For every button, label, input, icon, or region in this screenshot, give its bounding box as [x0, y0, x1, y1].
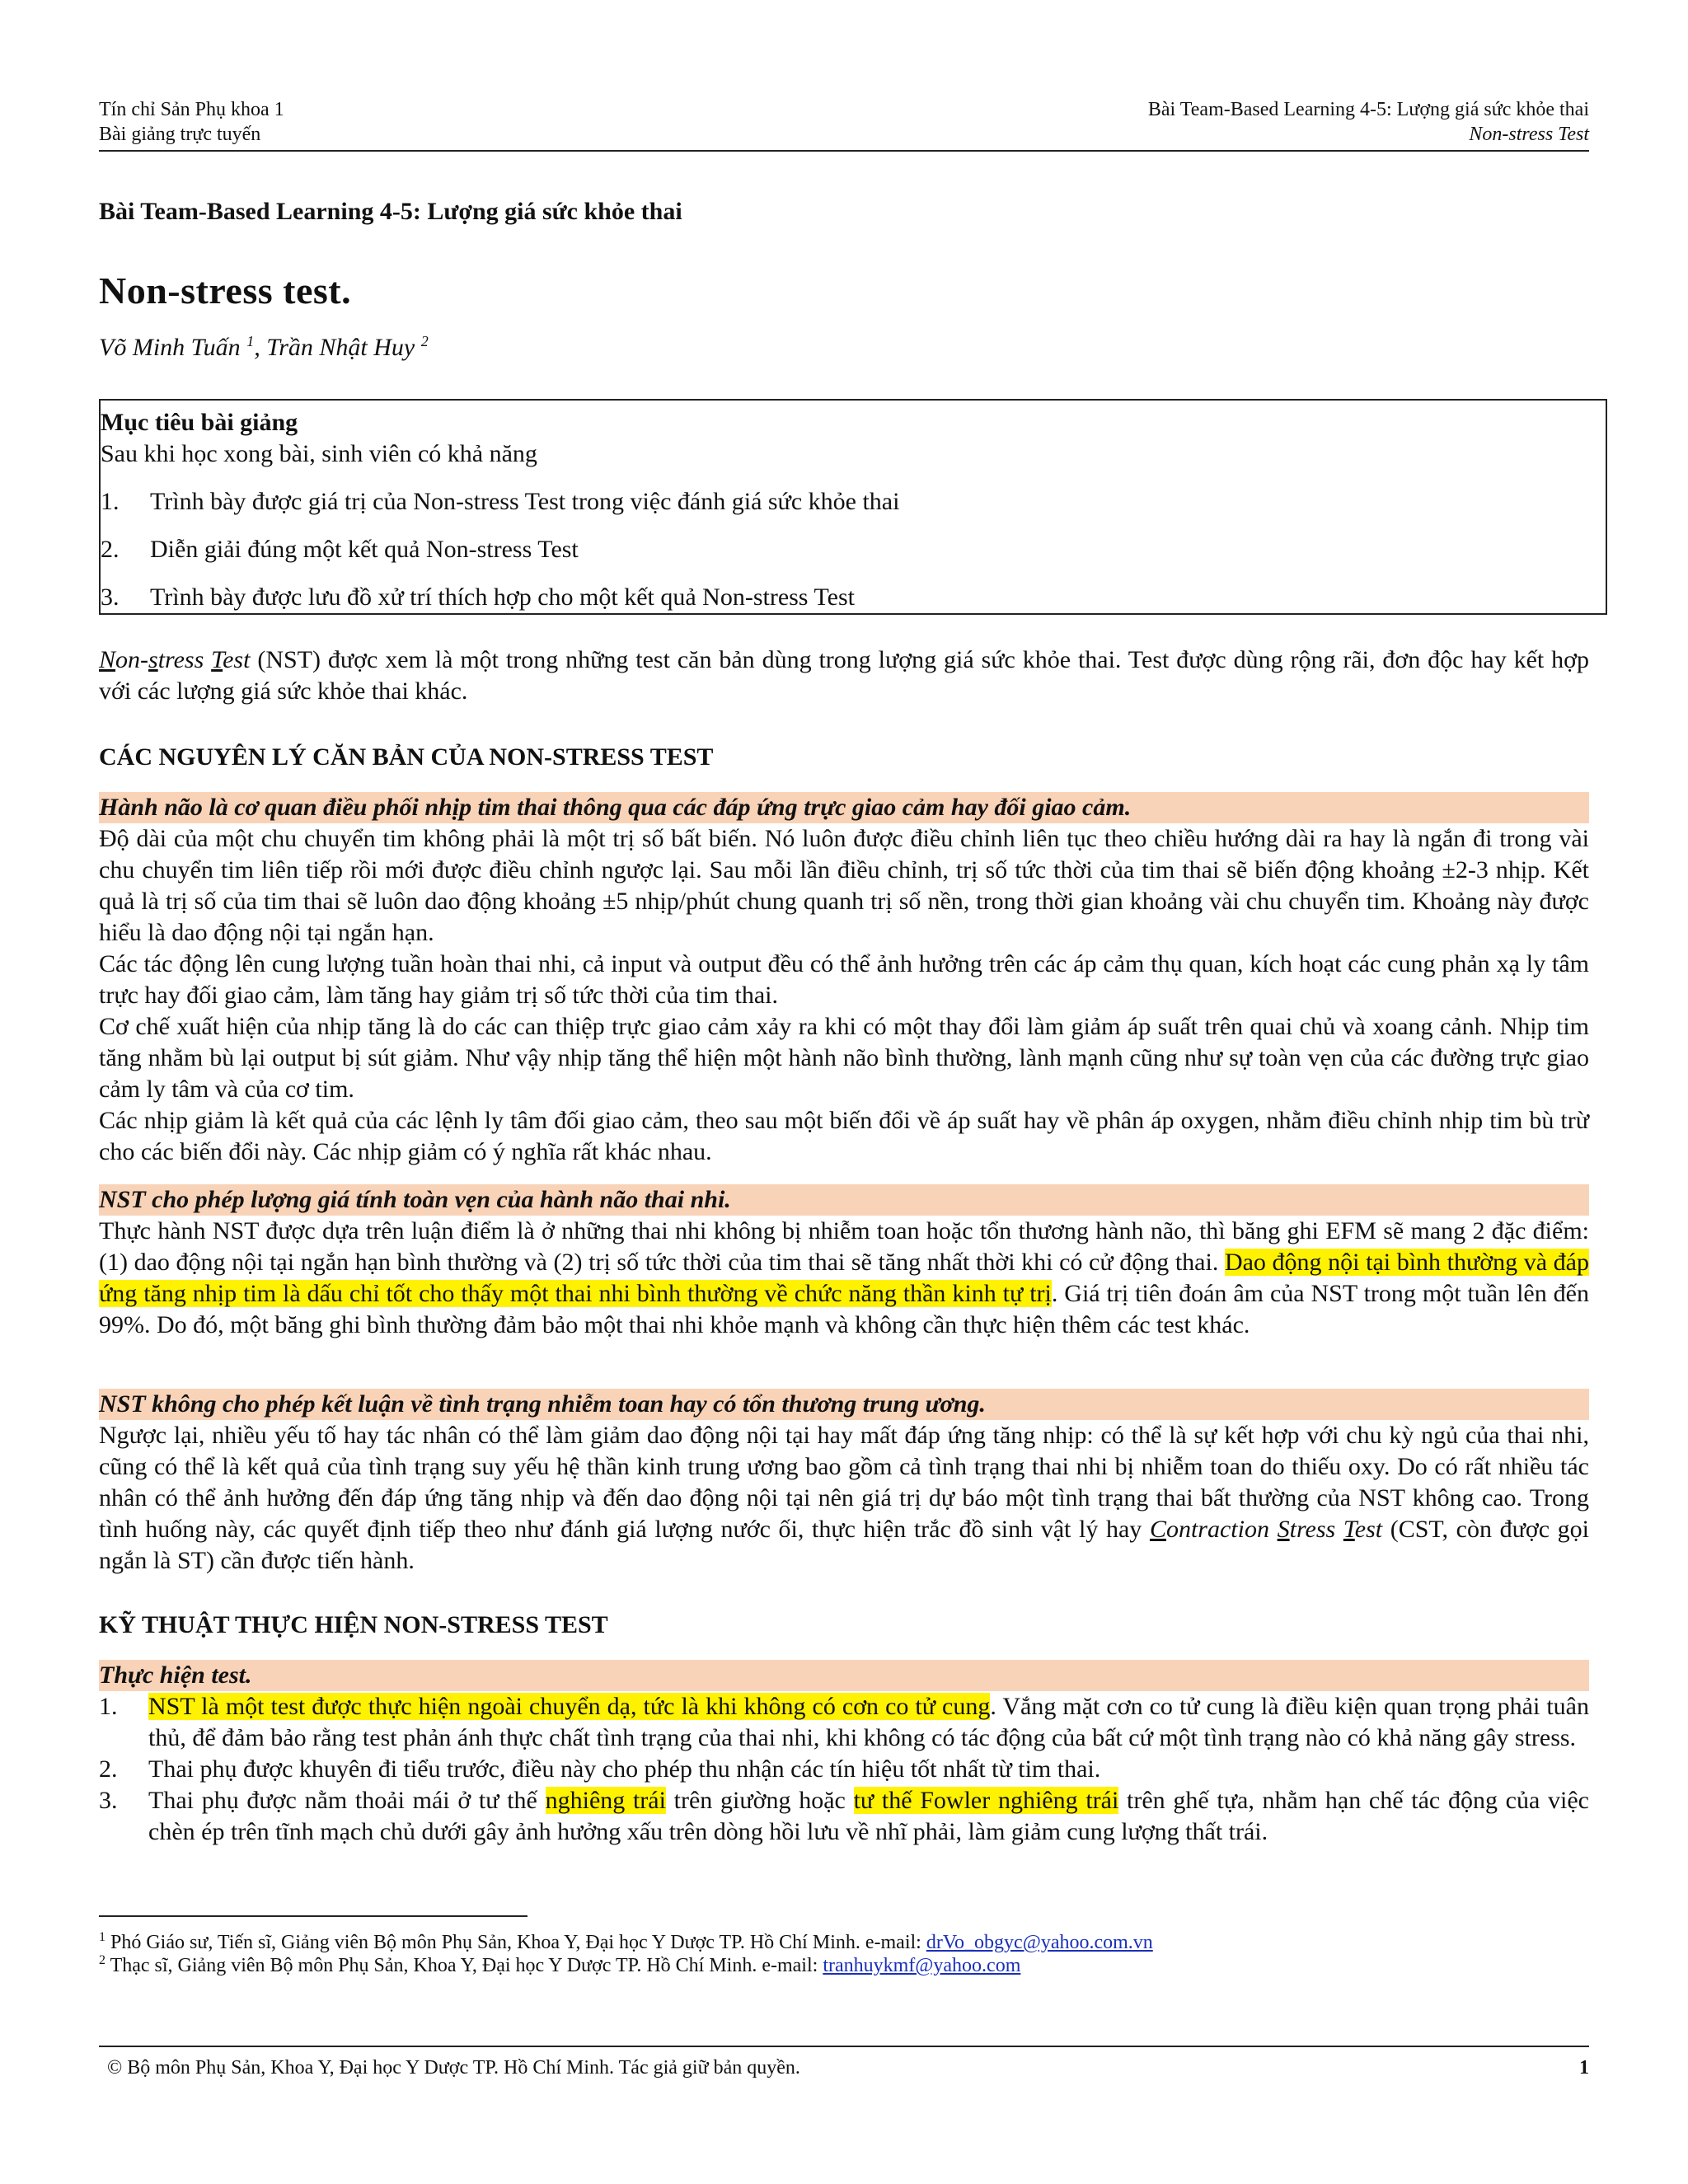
- principles-body: [99, 823, 1589, 1168]
- section-heading-principles: CÁC NGUYÊN LÝ CĂN BẢN CỦA NON-STRESS TEST: [99, 743, 714, 771]
- course-name: Tín chỉ Sản Phụ khoa 1: [99, 99, 284, 120]
- authors: [99, 333, 429, 362]
- paragraph: [99, 1216, 1589, 1341]
- footnote-text: Thạc sĩ, Giảng viên Bộ môn Phụ Sản, Khoa Y, Đại học Y Dược TP. Hồ Chí Minh. e-mail:: [106, 1955, 823, 1976]
- list-item: [99, 1754, 1589, 1785]
- nst-word-part: on-: [115, 646, 149, 673]
- header-divider: [99, 150, 1589, 152]
- paragraph-text: Thực hành NST được dựa trên luận điểm là ở những thai nhi không bị nhiễm toan hoặc tổn thương hành não, thì băng ghi EFM sẽ mang 2 đặc điểm: (1) dao động nội tại ngắn hạn bình thường và (2) trị số tức thời của tim thai sẽ tăng nhất thời khi có cử động thai.: [99, 1217, 1589, 1276]
- list-number: 1.: [99, 1693, 118, 1720]
- cst-word-part: ontraction: [1165, 1516, 1278, 1543]
- nst-word-part: tress: [157, 646, 212, 673]
- paragraph-text: Ngược lại, nhiều yếu tố hay tác nhân có thể làm giảm dao động nội tại hay mất đáp ứng tăng nhịp: có thể là sự kết hợp với chu kỳ ngủ của thai nhi, cũng có thể là kết quả của tình trạng suy yếu hệ thần kinh trung ương bao gồm cả tình trạng thai nhi bị nhiễm toan do thiếu oxy. Do có rất nhiều tác nhân có thể ảnh hưởng đến đáp ứng tăng nhịp và đến dao động nội tại nên giá trị dự báo một tình trạng thai bất thường của NST không cao. Trong tình huống này, các quyết định tiếp theo như đánh giá lượng nước ối, thực hiện trắc đồ sinh vật lý hay: [99, 1422, 1589, 1543]
- nst-initial-s: s: [148, 646, 158, 673]
- list-text: [148, 1785, 1589, 1848]
- email-link[interactable]: drVo_obgyc@yahoo.com.vn: [926, 1932, 1153, 1953]
- footnote-divider: [99, 1915, 528, 1917]
- page-number: 1: [1579, 2057, 1589, 2079]
- lesson-topic: Non-stress Test: [1469, 124, 1589, 145]
- lesson-kicker: Bài Team-Based Learning 4-5: Lượng giá sức khỏe thai: [99, 198, 682, 225]
- objectives-intro: Sau khi học xong bài, sinh viên có khả năng: [101, 440, 537, 467]
- objective-text: Diễn giải đúng một kết quả Non-stress Test: [150, 536, 579, 563]
- footnote-marker: 2: [99, 1953, 106, 1967]
- footer-divider: [99, 2046, 1589, 2047]
- course-subtitle: Bài giảng trực tuyến: [99, 124, 261, 145]
- objective-text: Trình bày được lưu đồ xử trí thích hợp cho một kết quả Non-stress Test: [150, 583, 855, 611]
- footnote-marker: 1: [99, 1930, 106, 1944]
- list-text-part: Thai phụ được nằm thoải mái ở tư thế: [148, 1787, 546, 1814]
- email-link[interactable]: tranhuykmf@yahoo.com: [823, 1955, 1021, 1976]
- intro-text: (NST) được xem là một trong những test căn bản dùng trong lượng giá sức khỏe thai. Test được dùng rộng rãi, đơn độc hay kết hợp với các lượng giá sức khỏe thai khác.: [99, 646, 1590, 705]
- highlight-band: NST cho phép lượng giá tính toàn vẹn của hành não thai nhi.: [99, 1184, 1589, 1216]
- paragraph: Các tác động lên cung lượng tuần hoàn thai nhi, cả input và output đều có thể ảnh hưởng trên các áp cảm thụ quan, kích hoạt các cung phản xạ ly tâm trực hay đối giao cảm, làm tăng hay giảm trị số tức thời của tim thai.: [99, 950, 1589, 1009]
- paragraph-text: (CST, còn được gọi ngắn là ST) cần được tiến hành.: [99, 1516, 1590, 1574]
- author-2-ref: 2: [420, 333, 429, 349]
- highlighted-text: nghiêng trái: [545, 1787, 666, 1814]
- cst-initial-t: T: [1343, 1516, 1355, 1543]
- objective-number: 3.: [101, 583, 120, 611]
- list-text-rest: . Vắng mặt cơn co tử cung là điều kiện quan trọng phải tuân thủ, để đảm bảo rằng test phản ánh thực chất tình trạng của thai nhi, khi không có tác động của bất cứ một tình trạng nào có khả năng gây stress.: [148, 1693, 1589, 1751]
- list-text: [148, 1691, 1589, 1754]
- copyright-notice: © Bộ môn Phụ Sản, Khoa Y, Đại học Y Dược TP. Hồ Chí Minh. Tác giả giữ bản quyền.: [107, 2057, 800, 2079]
- page-title: Non-stress test.: [99, 269, 352, 312]
- integrity-body: [99, 1216, 1589, 1341]
- footnote-text: Phó Giáo sư, Tiến sĩ, Giảng viên Bộ môn Phụ Sản, Khoa Y, Đại học Y Dược TP. Hồ Chí Minh. e-mail:: [106, 1932, 926, 1953]
- list-number: 2.: [99, 1755, 118, 1783]
- objective-item: [101, 582, 1606, 613]
- header-right: [1148, 97, 1589, 147]
- technique-list: [99, 1691, 1589, 1848]
- objectives-title: Mục tiêu bài giảng: [101, 409, 298, 436]
- highlight-band: NST không cho phép kết luận về tình trạng nhiễm toan hay có tổn thương trung ương.: [99, 1389, 1589, 1420]
- highlighted-text: NST là một test được thực hiện ngoài chuyển dạ, tức là khi không có cơn co tử cung: [148, 1693, 991, 1720]
- paragraph-text: . Giá trị tiên đoán âm của NST trong một tuần lên đến 99%. Do đó, một băng ghi bình thường đảm bảo một thai nhi khỏe mạnh và không cần thực hiện thêm các test khác.: [99, 1280, 1589, 1338]
- list-text: Thai phụ được khuyên đi tiểu trước, điều này cho phép thu nhận các tín hiệu tốt nhất từ tim thai.: [148, 1755, 1101, 1783]
- cst-initial-c: C: [1149, 1516, 1166, 1543]
- cst-initial-s: S: [1277, 1516, 1290, 1543]
- footnote: [99, 1948, 1020, 1978]
- highlighted-text: tư thế Fowler nghiêng trái: [853, 1787, 1119, 1814]
- lesson-name: Bài Team-Based Learning 4-5: Lượng giá sức khỏe thai: [1147, 99, 1589, 120]
- limitation-body: [99, 1420, 1589, 1577]
- cst-word-part: tress: [1289, 1516, 1343, 1543]
- objective-item: [101, 486, 1606, 518]
- nst-initial-n: N: [99, 646, 116, 673]
- intro-paragraph: [99, 644, 1589, 707]
- author-1-ref: 1: [246, 333, 255, 349]
- cst-word-part: est: [1354, 1516, 1383, 1543]
- nst-initial-t: T: [211, 646, 223, 673]
- list-item: [99, 1785, 1589, 1848]
- nst-word-part: est: [223, 646, 251, 673]
- highlight-band: Thực hiện test.: [99, 1660, 1589, 1691]
- author-1: Võ Minh Tuấn: [99, 334, 241, 361]
- list-item: [99, 1691, 1589, 1754]
- list-text-part: trên giường hoặc: [665, 1787, 854, 1814]
- paragraph: Cơ chế xuất hiện của nhịp tăng là do các can thiệp trực giao cảm xảy ra khi có một thay đổi làm giảm áp suất trên quai chủ và xoang cảnh. Nhịp tim tăng nhằm bù lại output bị sút giảm. Như vậy nhịp tăng thể hiện một hành não bình thường, lành mạnh cũng như sự toàn vẹn của các đường trực giao cảm ly tâm và của cơ tim.: [99, 1013, 1589, 1103]
- highlighted-text: Dao động nội tại bình thường và đáp ứng tăng nhịp tim là dấu chỉ tốt cho thấy một thai nhi bình thường về chức năng thần kinh tự trị: [99, 1249, 1589, 1307]
- highlight-band: Hành não là cơ quan điều phối nhịp tim thai thông qua các đáp ứng trực giao cảm hay đối giao cảm.: [99, 792, 1589, 823]
- paragraph: Các nhịp giảm là kết quả của các lệnh ly tâm đối giao cảm, theo sau một biến đổi về áp suất hay về phân áp oxygen, nhằm điều chỉnh nhịp tim bù trừ cho các biến đổi này. Các nhịp giảm có ý nghĩa rất khác nhau.: [99, 1107, 1589, 1165]
- author-2: Trần Nhật Huy: [266, 334, 415, 361]
- list-text-part: trên ghế tựa, nhằm hạn chế tác động của việc chèn ép trên tĩnh mạch chủ dưới gây ảnh hưởng xấu trên dòng hồi lưu về nhĩ phải, làm giảm cung lượng thất trái.: [148, 1787, 1589, 1845]
- section-heading-technique: KỸ THUẬT THỰC HIỆN NON-STRESS TEST: [99, 1611, 608, 1638]
- list-number: 3.: [99, 1787, 118, 1814]
- objective-item: [101, 534, 1606, 565]
- header-left: [99, 97, 284, 147]
- objective-number: 1.: [101, 488, 120, 515]
- objective-text: Trình bày được giá trị của Non-stress Test trong việc đánh giá sức khỏe thai: [150, 488, 900, 515]
- objective-number: 2.: [101, 536, 120, 563]
- paragraph: [99, 1420, 1589, 1577]
- objectives-box: [99, 399, 1607, 615]
- author-separator: ,: [254, 334, 267, 361]
- paragraph: Độ dài của một chu chuyển tim không phải là một trị số bất biến. Nó luôn được điều chỉnh liên tục theo chiều hướng dài ra hay là ngắn đi trong vài chu chuyển tim liên tiếp rồi mới được điều chỉnh ngược lại. Sau mỗi lần điều chỉnh, trị số tức thời của tim thai sẽ biến động khoảng ±2-3 nhịp. Kết quả là trị số của tim thai sẽ luôn dao động khoảng ±5 nhịp/phút chung quanh trị số nền, trong thời gian khoảng vài chu chuyển tim. Khoảng này được hiểu là dao động nội tại ngắn hạn.: [99, 825, 1589, 946]
